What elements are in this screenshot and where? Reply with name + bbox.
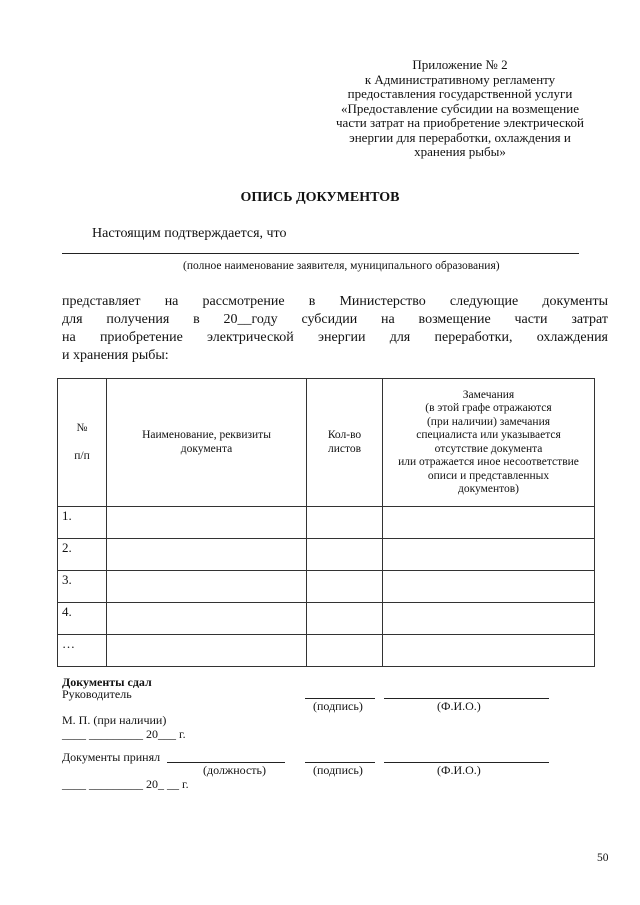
table-row bbox=[58, 507, 595, 539]
header-remarks-line: описи и представленных bbox=[427, 469, 550, 482]
row-number: 4. bbox=[58, 603, 107, 635]
row-sheet-count-cell[interactable] bbox=[307, 603, 383, 635]
table-row bbox=[58, 635, 595, 667]
appendix-line: к Административному регламенту bbox=[364, 71, 556, 87]
header-document-name-text: Наименование, реквизиты документа bbox=[142, 429, 271, 455]
header-remarks-line: или отражается иное несоответствие bbox=[398, 456, 579, 468]
row-document-name-cell[interactable] bbox=[107, 571, 307, 603]
document-title: ОПИСЬ ДОКУМЕНТОВ bbox=[240, 190, 400, 205]
appendix-line: части затрат на приобретение электрической bbox=[336, 115, 584, 130]
applicant-caption: (полное наименование заявителя, муниципального образования) bbox=[183, 260, 500, 272]
row-sheet-count-cell[interactable] bbox=[307, 539, 383, 571]
documents-table bbox=[57, 378, 595, 667]
table-row bbox=[58, 603, 595, 635]
page-number: 50 bbox=[597, 852, 609, 864]
row-sheet-count-cell[interactable] bbox=[307, 635, 383, 667]
row-number: 1. bbox=[58, 507, 107, 539]
stamp-label: М. П. (при наличии) bbox=[62, 713, 167, 727]
intro-line: на приобретение электрической энергии для переработки, охлаждения bbox=[62, 330, 608, 345]
row-remarks-cell[interactable] bbox=[383, 571, 595, 603]
submitted-fio-caption: (Ф.И.О.) bbox=[437, 699, 481, 713]
table-header-row bbox=[58, 379, 595, 507]
row-document-name-cell[interactable] bbox=[107, 507, 307, 539]
row-number: 2. bbox=[58, 539, 107, 571]
header-sheet-count bbox=[307, 379, 383, 507]
header-remarks-line: Замечания bbox=[462, 388, 515, 401]
row-document-name-cell[interactable] bbox=[107, 635, 307, 667]
appendix-line: «Предоставление субсидии на возмещение bbox=[341, 100, 579, 116]
confirm-text: Настоящим подтверждается, что bbox=[92, 226, 287, 241]
header-remarks-line: (при наличии) замечания bbox=[426, 415, 551, 428]
applicant-name-line[interactable] bbox=[62, 253, 579, 254]
row-sheet-count-cell[interactable] bbox=[307, 507, 383, 539]
header-remarks-line: специалиста или указывается bbox=[416, 429, 561, 441]
header-remarks-line: документов) bbox=[457, 483, 520, 495]
header-remarks-line: отсутствие документа bbox=[434, 442, 543, 455]
appendix-line: энергии для переработки, охлаждения и bbox=[349, 129, 571, 145]
accepted-signature-caption: (подпись) bbox=[313, 763, 363, 777]
row-remarks-cell[interactable] bbox=[383, 539, 595, 571]
accepted-date: ____ _________ 20_ __ г. bbox=[62, 777, 189, 791]
row-number: … bbox=[58, 635, 107, 667]
header-document-name bbox=[107, 379, 307, 507]
row-number: 3. bbox=[58, 571, 107, 603]
submitted-signature-caption: (подпись) bbox=[313, 699, 363, 713]
header-remarks-line: (в этой графе отражаются bbox=[425, 402, 552, 414]
row-document-name-cell[interactable] bbox=[107, 603, 307, 635]
header-number bbox=[58, 379, 107, 507]
row-document-name-cell[interactable] bbox=[107, 539, 307, 571]
appendix-header bbox=[300, 58, 620, 160]
table-row bbox=[58, 539, 595, 571]
header-sheet-count-text: Кол-во листов bbox=[327, 429, 362, 455]
submitted-date: ____ _________ 20___ г. bbox=[62, 727, 186, 741]
row-remarks-cell[interactable] bbox=[383, 507, 595, 539]
table-row bbox=[58, 571, 595, 603]
accepted-position-caption: (должность) bbox=[203, 763, 266, 777]
intro-line: представляет на рассмотрение в Министерство следующие документы bbox=[62, 294, 608, 309]
appendix-line: хранения рыбы» bbox=[414, 144, 506, 159]
appendix-line: предоставления государственной услуги bbox=[347, 86, 573, 101]
intro-line: и хранения рыбы: bbox=[62, 348, 169, 363]
header-remarks bbox=[383, 379, 595, 507]
accepted-label: Документы принял bbox=[62, 750, 161, 764]
header-number-label: п/п bbox=[74, 449, 90, 462]
submitted-heading: Документы сдал bbox=[62, 675, 152, 689]
row-sheet-count-cell[interactable] bbox=[307, 571, 383, 603]
header-number-symbol: № bbox=[76, 422, 88, 434]
row-remarks-cell[interactable] bbox=[383, 635, 595, 667]
submitted-head-label: Руководитель bbox=[62, 687, 132, 701]
intro-line: для получения в 20__году субсидии на возмещение части затрат bbox=[62, 312, 608, 327]
intro-paragraph bbox=[62, 293, 608, 365]
row-remarks-cell[interactable] bbox=[383, 603, 595, 635]
accepted-fio-caption: (Ф.И.О.) bbox=[437, 763, 481, 777]
appendix-line: Приложение № 2 bbox=[412, 57, 508, 72]
